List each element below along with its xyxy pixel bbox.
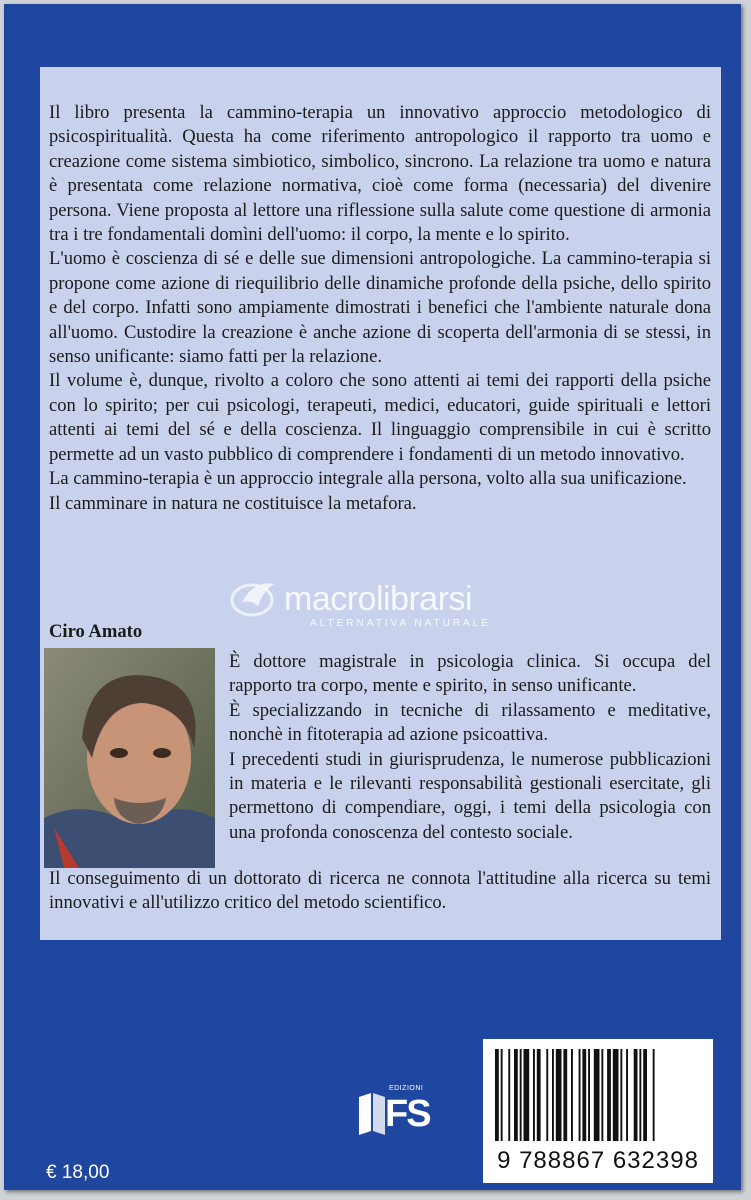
- author-name: Ciro Amato: [49, 621, 143, 642]
- publisher-logo: [357, 1085, 457, 1165]
- description-paragraph: La cammino-terapia è un approccio integrale alla persona, volto alla sua unificazione.: [49, 468, 687, 490]
- description-paragraph: L'uomo è coscienza di sé e delle sue dimensioni antropologiche. La cammino-terapia si propone come azione di riequilibrio delle dinamiche profonde della psiche, dello spirito e del corpo. Infatti sono ampiamente dimostrati i benefici che l'ambiente naturale dona all'uomo. Custodire la creazione è anche azione di scoperta dell'armonia di se stessi, in senso unificante: siamo fatti per la relazione.: [49, 248, 711, 368]
- author-photo: [44, 648, 215, 868]
- watermark-tagline: ALTERNATIVA NATURALE: [310, 618, 491, 629]
- publisher-name: FS: [385, 1093, 430, 1135]
- isbn-number: 9 788867 632398: [497, 1147, 699, 1174]
- bio-paragraph: I precedenti studi in giurisprudenza, le numerose pubblicazioni in materia e le rilevanti responsabilità gestionali esercitate, gli permettono di compendiare, oggi, i temi della psicologia con una profonda conoscenza del contesto sociale.: [229, 748, 711, 843]
- bio-paragraph: È dottore magistrale in psicologia clinica. Si occupa del rapporto tra corpo, mente e spirito, in senso unificante.: [229, 651, 711, 697]
- watermark-name: macrolibrarsi: [284, 580, 473, 618]
- bio-paragraph: È specializzando in tecniche di rilassamento e meditative, nonchè in fitoterapia ad azione psicoattiva.: [229, 699, 711, 746]
- macrolibrarsi-watermark: [228, 576, 538, 632]
- publisher-label: EDIZIONI: [389, 1085, 424, 1092]
- author-bio: [229, 650, 711, 845]
- book-icon: [357, 1091, 387, 1135]
- description-paragraph: Il libro presenta la cammino-terapia un innovativo approccio metodologico di psicospiritualità. Questa ha come riferimento antropologico il rapporto tra uomo e creazione come sistema simbiotico, simbolico, sincrono. La relazione tra uomo e natura è presentata come relazione normativa, cioè come forma (necessaria) del divenire persona. Viene proposta al lettore una riflessione sulla salute come questione di armonia tra i tre fondamentali domìni dell'uomo: il corpo, la mente e lo spirito.: [49, 102, 711, 246]
- macrolibrarsi-logo-icon: [228, 576, 280, 620]
- description-paragraph: Il volume è, dunque, rivolto a coloro che sono attenti ai temi dei rapporti della psiche con lo spirito; per cui psicologi, terapeuti, medici, educatori, guide spirituali e lettori attenti ai temi del sé e della coscienza. Il linguaggio comprensibile in cui è scritto permette ad un vasto pubblico di comprendere i fondamenti di un metodo innovativo.: [49, 370, 711, 465]
- book-description: [49, 101, 711, 516]
- description-paragraph: Il camminare in natura ne costituisce la metafora.: [49, 492, 417, 514]
- price: € 18,00: [46, 1162, 110, 1183]
- barcode: [483, 1039, 713, 1183]
- barcode-bars: [483, 1039, 713, 1147]
- author-bio-continued: Il conseguimento di un dottorato di ricerca ne connota l'attitudine alla ricerca su temi innovativi e all'utilizzo critico del metodo scientifico.: [49, 868, 711, 914]
